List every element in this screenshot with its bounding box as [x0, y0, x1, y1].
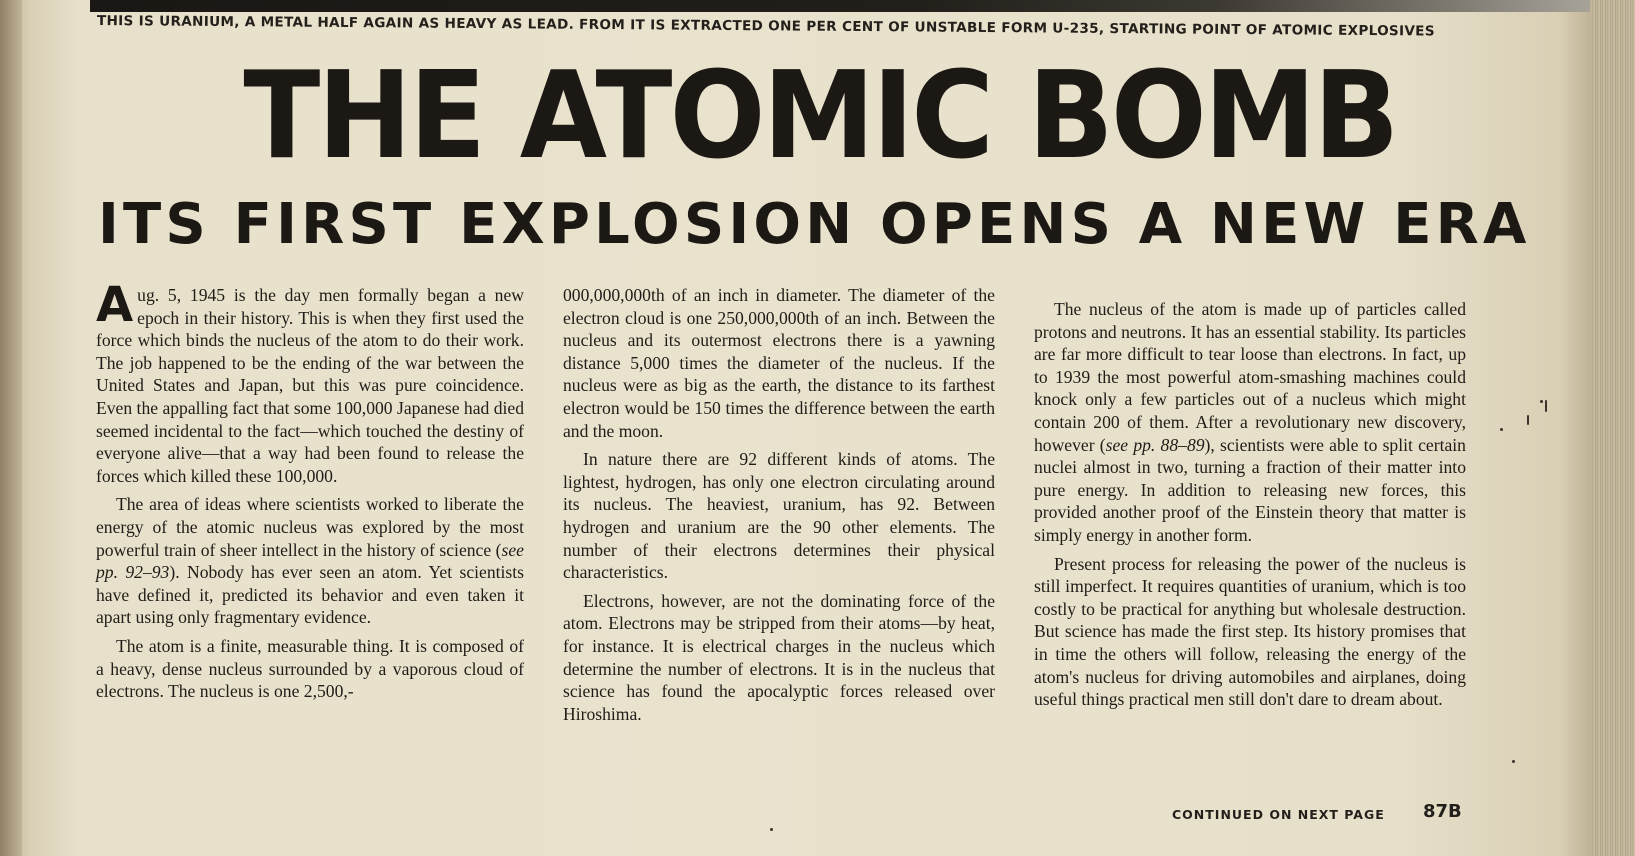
paragraph-text: ), scientists were able to split certain nuclei almost in two, turning a fraction of their matter into pure energy. In addition to releasing new forces, this provided another proof of the Einstein theory that matter is simply energy in another form.	[1034, 434, 1466, 545]
article-column-2	[563, 284, 995, 731]
paragraph-text: ug. 5, 1945 is the day men formally began a new epoch in their history. This is when they first used the force which binds the nucleus of the atom to do their work. The job happened to be the ending of the war between the United States and Japan, but this was pure coincidence. Even the appalling fact that some 100,000 Japanese had died seemed incidental to the fact—which touched the destiny of everyone alive—that a way had been found to release the forces which killed these 100,000.	[96, 285, 524, 486]
article-paragraph	[1034, 298, 1466, 547]
article-paragraph	[96, 493, 524, 629]
page-reference: see pp. 88–89	[1105, 434, 1205, 455]
article-paragraph: The atom is a finite, measurable thing. It is composed of a heavy, dense nucleus surrounded by a vaporous cloud of electrons. The nucleus is one 2,500,-	[96, 635, 524, 702]
subheadline: ITS FIRST EXPLOSION OPENS A NEW ERA	[98, 192, 1531, 257]
continued-notice: CONTINUED ON NEXT PAGE	[1172, 807, 1385, 822]
article-paragraph: 000,000,000th of an inch in diameter. The diameter of the electron cloud is one 250,000,000th of an inch. Between the nucleus and its outermost electrons there is a yawning distance 5,000 times the diameter of the nucleus. If the nucleus were as big as the earth, the distance to its farthest electron would be 150 times the difference between the earth and the moon.	[563, 285, 995, 441]
paragraph-text: The nucleus of the atom is made up of particles called protons and neutrons. It has an essential stability. Its particles are far more difficult to tear loose than electrons. In fact, up to 1939 the most powerful atom-smashing machines could knock only a few particles out of a nucleus which might contain 200 of them. After a revolutionary new discovery, however (	[1034, 299, 1466, 455]
page-reference: see pp. 92–93	[96, 539, 524, 583]
paragraph-text: The area of ideas where scientists worked to liberate the energy of the atomic nucleus was explored by the most powerful train of sheer intellect in the history of science (	[96, 494, 524, 560]
article-paragraph: In nature there are 92 different kinds of atoms. The lightest, hydrogen, has only one electron circulating around its nucleus. The heaviest, uranium, has 92. Between hydrogen and uranium are the 90 other elements. The number of their electrons determines their physical characteristics.	[563, 449, 995, 583]
page-gutter-shadow	[0, 0, 22, 856]
uranium-photo-strip	[90, 0, 1590, 12]
article-column-1	[96, 277, 524, 709]
page-edge-stack	[1591, 0, 1635, 856]
paragraph-text: ). Nobody has ever seen an atom. Yet scientists have defined it, predicted its behavior and even taken it apart using only fragmentary evidence.	[96, 562, 524, 628]
article-paragraph: Electrons, however, are not the dominating force of the atom. Electrons may be stripped from their atoms—by heat, for instance. It is electrical charges in the nucleus which determine the number of electrons. It is in the nucleus that science has found the apocalyptic forces released over Hiroshima.	[563, 590, 995, 724]
drop-cap: A	[96, 277, 134, 333]
photo-caption: THIS IS URANIUM, A METAL HALF AGAIN AS HEAVY AS LEAD. FROM IT IS EXTRACTED ONE PER CENT OF UNSTABLE FORM U-235, STARTING POINT OF ATOMIC EXPLOSIVES	[96, 13, 1435, 40]
page-number: 87B	[1423, 801, 1462, 822]
article-column-3	[1034, 298, 1466, 717]
article-paragraph: Present process for releasing the power of the nucleus is still imperfect. It requires quantities of uranium, which is too costly to be practical for anything but wholesale destruction. But science has made the first step. Its history promises that in time the others will follow, releasing the energy of the atom's nucleus for driving automobiles and airplanes, doing useful things practical men still don't dare to dream about.	[1034, 553, 1466, 710]
article-paragraph	[96, 277, 524, 487]
headline: THE ATOMIC BOMB	[243, 47, 1397, 186]
